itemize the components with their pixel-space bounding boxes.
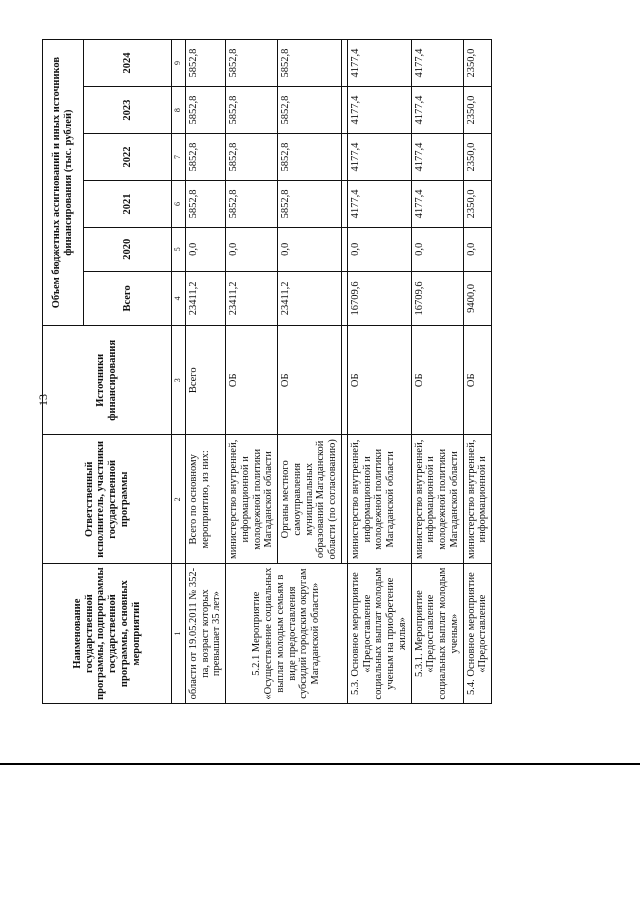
row-value-cell: 4177,4 — [347, 180, 411, 227]
row-value-cell: 5852,8 — [185, 134, 225, 181]
row-source-cell: ОБ — [278, 326, 342, 435]
header-year-2024: 2024 — [84, 40, 172, 87]
row-name-cell: области от 19.05.2011 № 352-па, возраст которых превышает 35 лет» — [185, 564, 225, 704]
column-number: 3 — [172, 326, 186, 435]
row-value-cell: 4177,4 — [411, 180, 463, 227]
row-source-cell: ОБ — [463, 326, 492, 435]
table-row — [226, 40, 278, 704]
row-name-cell: 5.3.1. Мероприятие «Предоставление социальных выплат молодым ученым» — [411, 564, 463, 704]
row-value-cell: 23411,2 — [226, 271, 278, 326]
column-number: 5 — [172, 227, 186, 271]
header-volume: Объем бюджетных ассигнований и иных источников финансирования (тыс. рублей) — [43, 40, 84, 326]
row-name-cell: 5.2.1 Мероприятие «Осуществление социальных выплат молодым семьям в виде предоставления субсидий городским округам Магаданской области» — [226, 564, 348, 704]
row-value-cell: 5852,8 — [226, 180, 278, 227]
column-number: 8 — [172, 87, 186, 134]
column-number: 2 — [172, 435, 186, 564]
row-value-cell: 4177,4 — [347, 134, 411, 181]
row-value-cell: 0,0 — [278, 227, 342, 271]
table-row — [411, 40, 463, 704]
row-value-cell: 16709,6 — [347, 271, 411, 326]
row-value-cell: 0,0 — [185, 227, 225, 271]
row-value-cell: 23411,2 — [185, 271, 225, 326]
row-executor-cell: министерство внутренней, информационной и — [463, 435, 492, 564]
row-value-cell: 0,0 — [411, 227, 463, 271]
column-number: 7 — [172, 134, 186, 181]
header-year-2020: 2020 — [84, 227, 172, 271]
row-value-cell: 4177,4 — [347, 87, 411, 134]
row-source-cell: ОБ — [226, 326, 278, 435]
table-row — [463, 40, 492, 704]
row-name-cell: 5.4. Основное мероприятие «Предоставление — [463, 564, 492, 704]
row-value-cell: 0,0 — [347, 227, 411, 271]
row-executor-cell: министерство внутренней, информационной и молодежной политики Магаданской области — [347, 435, 411, 564]
header-funding-source: Источники финансирования — [43, 326, 172, 435]
header-year-2022: 2022 — [84, 134, 172, 181]
row-value-cell: 5852,8 — [278, 134, 342, 181]
row-value-cell: 2350,0 — [463, 87, 492, 134]
row-value-cell: 0,0 — [463, 227, 492, 271]
row-value-cell: 5852,8 — [226, 40, 278, 87]
row-value-cell: 5852,8 — [226, 134, 278, 181]
row-value-cell: 9400,0 — [463, 271, 492, 326]
header-total: Всего — [84, 271, 172, 326]
row-value-cell: 16709,6 — [411, 271, 463, 326]
row-value-cell: 23411,2 — [278, 271, 342, 326]
row-source-cell: ОБ — [347, 326, 411, 435]
row-source-cell: ОБ — [411, 326, 463, 435]
row-value-cell: 4177,4 — [411, 87, 463, 134]
header-year-2021: 2021 — [84, 180, 172, 227]
row-value-cell: 5852,8 — [278, 180, 342, 227]
header-executor: Ответственный исполнитель, участники государственной программы — [43, 435, 172, 564]
table-row — [347, 40, 411, 704]
row-value-cell: 2350,0 — [463, 134, 492, 181]
column-number: 1 — [172, 564, 186, 704]
header-year-2023: 2023 — [84, 87, 172, 134]
row-value-cell: 2350,0 — [463, 40, 492, 87]
row-value-cell: 4177,4 — [411, 134, 463, 181]
row-value-cell: 0,0 — [226, 227, 278, 271]
row-value-cell: 5852,8 — [278, 87, 342, 134]
column-number: 9 — [172, 40, 186, 87]
row-value-cell: 5852,8 — [185, 40, 225, 87]
row-value-cell: 4177,4 — [411, 40, 463, 87]
page-number: 13 — [36, 394, 50, 406]
column-number: 4 — [172, 271, 186, 326]
header-program-name: Наименование государственной программы, подпрограммы государственной программы, основных мероприятий — [43, 564, 172, 704]
row-value-cell: 5852,8 — [226, 87, 278, 134]
row-executor-cell: Всего по основному мероприятию, из них: — [185, 435, 225, 564]
header-row-1 — [43, 40, 84, 704]
row-name-cell: 5.3. Основное мероприятие «Предоставление социальных выплат молодым ученым на приобретение жилья» — [347, 564, 411, 704]
table-row — [185, 40, 225, 704]
budget-table — [42, 39, 492, 704]
row-value-cell: 5852,8 — [278, 40, 342, 87]
scan-edge-line — [0, 763, 640, 765]
row-executor-cell: Органы местного самоуправления муниципальных образований Магаданской области (по согласованию) — [278, 435, 342, 564]
row-value-cell: 5852,8 — [185, 180, 225, 227]
column-number-row — [172, 40, 186, 704]
row-executor-cell: министерство внутренней, информационной и молодежной политики Магаданской области — [226, 435, 278, 564]
column-number: 6 — [172, 180, 186, 227]
row-source-cell: Всего — [185, 326, 225, 435]
row-value-cell: 2350,0 — [463, 180, 492, 227]
row-value-cell: 4177,4 — [347, 40, 411, 87]
row-value-cell: 5852,8 — [185, 87, 225, 134]
row-executor-cell: министерство внутренней, информационной и молодежной политики Магаданской области — [411, 435, 463, 564]
